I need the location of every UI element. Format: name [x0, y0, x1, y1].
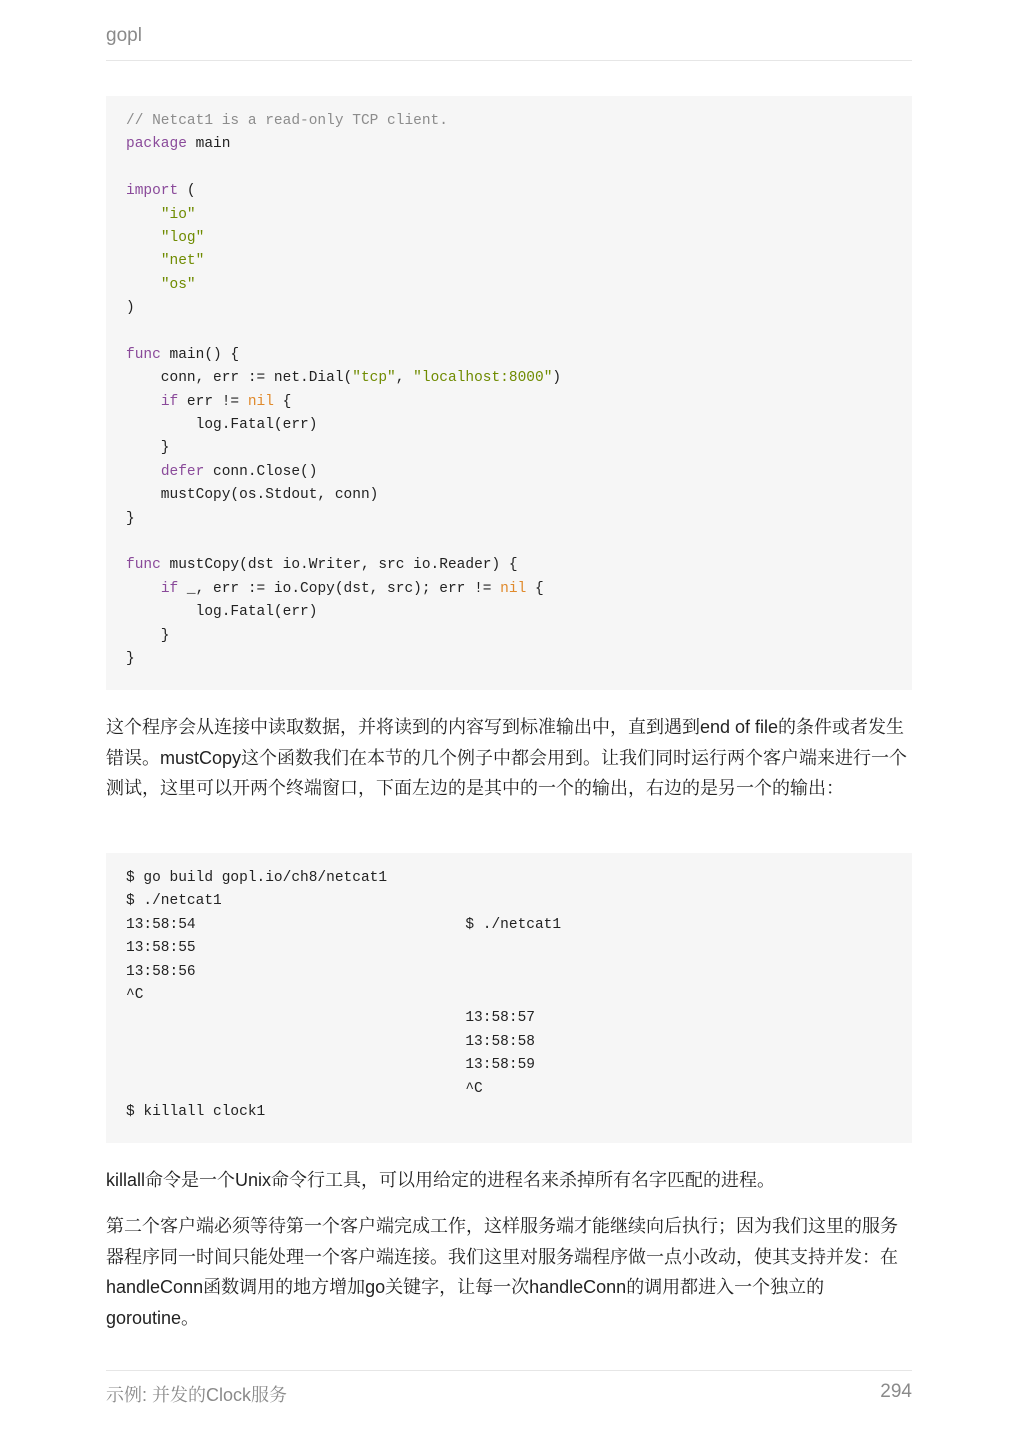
code-token: mustCopy(os.Stdout, conn): [126, 487, 379, 504]
code-token: package: [126, 136, 187, 153]
code-line: [126, 484, 892, 507]
code-token: log.Fatal(err): [126, 604, 318, 621]
code-line: [126, 367, 892, 390]
terminal-line: 13:58:54 $ ./netcat1: [126, 916, 562, 933]
paragraph-concurrency: 第二个客户端必须等待第一个客户端完成工作，这样服务端才能继续向后执行；因为我们这里的服务器程序同一时间只能处理一个客户端连接。我们这里对服务端程序做一点小改动，使其支持并发：在handleConn函数调用的地方增加go关键字，让每一次handleConn的调用都进入一个独立的goroutine。: [106, 1216, 898, 1328]
code-line: [126, 391, 892, 414]
terminal-line: ^C: [126, 986, 144, 1003]
code-token: conn.Close(): [204, 463, 318, 480]
code-token: [126, 394, 161, 410]
code-token: nil: [247, 393, 274, 410]
code-line: [126, 414, 892, 437]
code-token: [126, 464, 161, 480]
code-line: [126, 321, 892, 344]
code-token: (: [178, 183, 196, 200]
paragraph-killall: killall命令是一个Unix命令行工具，可以用给定的进程名来杀掉所有名字匹配的进程。: [106, 1170, 776, 1190]
code-line: [126, 204, 892, 227]
netcat1-code-block: [106, 96, 912, 690]
code-token: "os": [160, 276, 196, 293]
code-token: [126, 253, 161, 269]
code-line: [126, 274, 892, 297]
book-title: gopl: [106, 25, 142, 46]
code-token: ): [126, 300, 135, 317]
code-token: }: [126, 650, 135, 667]
code-token: {: [273, 393, 292, 410]
code-token: func: [126, 557, 161, 574]
terminal-line: $ go build gopl.io/ch8/netcat1: [126, 870, 388, 886]
code-line: [126, 180, 892, 203]
code-token: "log": [160, 229, 205, 246]
code-line: [126, 437, 892, 460]
paragraph-netcat-description: 这个程序会从连接中读取数据，并将读到的内容写到标准输出中，直到遇到end of file的条件或者发生错误。mustCopy这个函数我们在本节的几个例子中都会用到。让我们同时运行两个客户端来进行一个测试，这里可以开两个终端窗口，下面左边的是其中的一个的输出，右边的是另一个的输出：: [106, 717, 908, 798]
code-line: [126, 578, 892, 601]
code-line: [126, 344, 892, 367]
code-token: {: [526, 580, 544, 597]
code-token: // Netcat1 is a read-only TCP client.: [126, 113, 448, 129]
code-token: "net": [160, 253, 205, 270]
page-number: 294: [880, 1381, 912, 1402]
terminal-line: ^C: [126, 1080, 483, 1097]
code-token: [126, 581, 161, 597]
code-token: "tcp": [352, 370, 396, 387]
code-token: }: [126, 627, 170, 644]
terminal-line: 13:58:55: [126, 940, 196, 957]
terminal-line: $ ./netcat1: [126, 893, 222, 910]
code-token: func: [126, 346, 161, 363]
code-token: import: [126, 183, 179, 200]
code-token: }: [126, 510, 135, 527]
code-line: [126, 601, 892, 624]
code-token: defer: [160, 463, 205, 480]
terminal-line: $ killall clock1: [126, 1103, 266, 1120]
code-line: [126, 157, 892, 180]
page-footer: [106, 1370, 912, 1421]
terminal-line: 13:58:58: [126, 1033, 535, 1050]
code-token: ,: [395, 370, 414, 387]
code-line: [126, 508, 892, 531]
page-header: [106, 24, 912, 61]
code-line: [126, 531, 892, 554]
code-line: [126, 133, 892, 156]
code-token: [126, 277, 161, 293]
code-line: [126, 625, 892, 648]
terminal-line: 13:58:57: [126, 1010, 535, 1027]
code-line: [126, 250, 892, 273]
code-token: nil: [500, 580, 527, 597]
code-token: "localhost:8000": [413, 370, 553, 387]
code-line: [126, 554, 892, 577]
code-line: [126, 648, 892, 671]
terminal-output-block: [106, 853, 912, 1143]
code-line: [126, 227, 892, 250]
code-token: [126, 207, 161, 223]
code-token: conn, err := net.Dial(: [126, 370, 353, 387]
code-token: "io": [160, 206, 196, 223]
terminal-line: 13:58:56: [126, 963, 196, 980]
terminal-line: 13:58:59: [126, 1057, 535, 1074]
code-token: log.Fatal(err): [126, 417, 318, 434]
code-token: mustCopy(dst io.Writer, src io.Reader) {: [160, 557, 518, 574]
footer-section-title: 示例: 并发的Clock服务: [106, 1385, 288, 1405]
code-token: ): [552, 370, 562, 387]
code-token: [126, 230, 161, 246]
code-line: [126, 110, 892, 133]
code-line: [126, 297, 892, 320]
code-line: [126, 461, 892, 484]
code-token: err !=: [178, 393, 248, 410]
code-token: }: [126, 440, 170, 457]
code-token: if: [160, 580, 179, 597]
code-token: if: [160, 393, 179, 410]
code-token: main() {: [160, 346, 240, 363]
code-token: _, err := io.Copy(dst, src); err !=: [178, 580, 501, 597]
code-token: main: [186, 136, 231, 153]
